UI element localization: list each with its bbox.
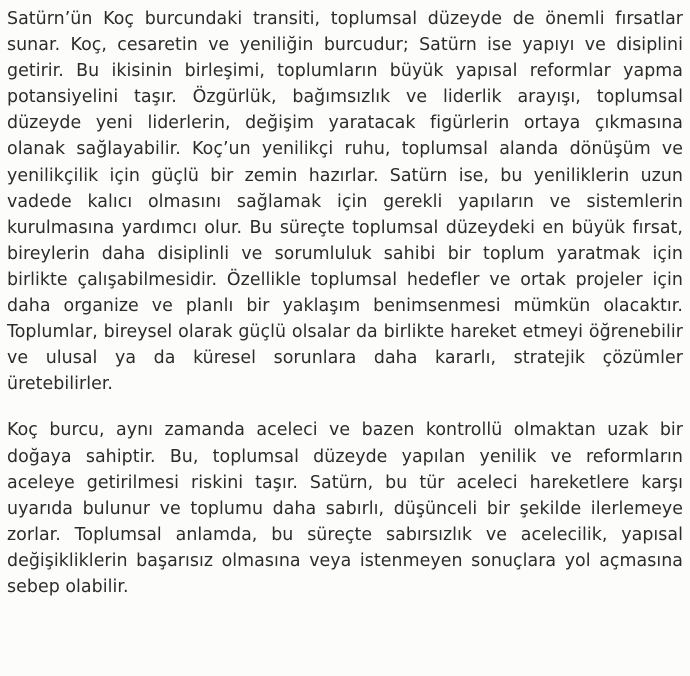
paragraph-saturn-aries-opportunities: Satürn’ün Koç burcundaki transiti, toplumsal düzeyde de önemli fırsatlar sunar. Koç, cesaretin ve yeniliğin burcudur; Satürn ise yapıyı ve disiplini getirir. Bu ikisinin birleşimi, toplumların büyük yapısal reformlar yapma potansiyelini taşır. Özgürlük, bağımsızlık ve liderlik arayışı, toplumsal düzeyde yeni liderlerin, değişim yaratacak figürlerin ortaya çıkmasına olanak sağlayabilir. Koç’un yenilikçi ruhu, toplumsal alanda dönüşüm ve yenilikçilik için güçlü bir zemin hazırlar. Satürn ise, bu yeniliklerin uzun vadede kalıcı olmasını sağlamak için gerekli yapıların ve sistemlerin kurulmasına yardımcı olur. Bu süreçte toplumsal düzeydeki en büyük fırsat, bireylerin daha disiplinli ve sorumluluk sahibi bir toplum yaratmak için birlikte çalışabilmesidir. Özellikle toplumsal hedefler ve ortak projeler için daha organize ve planlı bir yaklaşım benimsenmesi mümkün olacaktır. Toplumlar, bireysel olarak güçlü olsalar da birlikte hareket etmeyi öğrenebilir ve ulusal ya da küresel sorunlara daha kararlı, stratejik çözümler üretebilirler. [7, 9, 683, 395]
paragraph-aries-haste-risk: Koç burcu, aynı zamanda aceleci ve bazen kontrollü olmaktan uzak bir doğaya sahiptir. Bu, toplumsal düzeyde yapılan yenilik ve reformların aceleye getirilmesi riskini taşır. Satürn, bu tür aceleci hareketlere karşı uyarıda bulunur ve toplumu daha sabırlı, düşünceli bir şekilde ilerlemeye zorlar. Toplumsal anlamda, bu süreçte sabırsızlık ve acelecilik, yapısal değişikliklerin başarısız olmasına veya istenmeyen sonuçlara yol açmasına sebep olabilir. [7, 420, 683, 597]
